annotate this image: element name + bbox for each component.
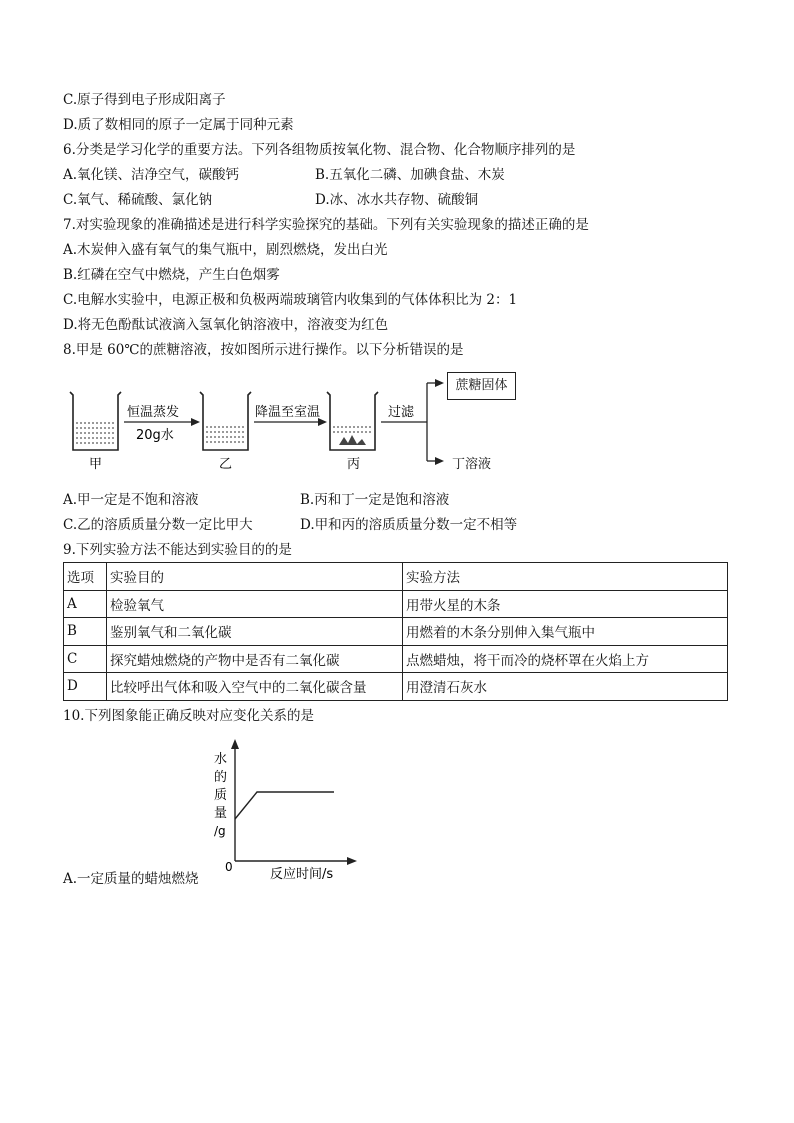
table-cell: 检验氧气: [107, 590, 403, 618]
table-cell: A: [64, 590, 107, 618]
question-9: 9.下列实验方法不能达到实验目的的是: [63, 542, 292, 558]
beaker-yi-label: 乙: [219, 457, 233, 472]
table-row: [64, 673, 728, 701]
table-header-row: [64, 563, 728, 591]
q7-option-b: B.红磷在空气中燃烧，产生白色烟雾: [63, 267, 280, 283]
y-label-char: /g: [214, 824, 226, 838]
q8-option-d: D.甲和丙的溶质质量分数一定不相等: [300, 517, 518, 533]
step1-bottom-label: 20g水: [136, 428, 174, 443]
y-label-char: 质: [214, 788, 228, 803]
q8-option-c: C.乙的溶质质量分数一定比甲大: [63, 517, 253, 533]
header-cell: 实验目的: [107, 563, 403, 591]
q6-option-a: A.氧化镁、洁净空气，碳酸钙: [63, 167, 240, 183]
table-cell: C: [64, 645, 107, 673]
table-cell: 比较呼出气体和吸入空气中的二氧化碳含量: [107, 673, 403, 701]
q6-option-c: C.氧气、稀硫酸、氯化钠: [63, 192, 213, 208]
x-axis-label: 反应时间/s: [270, 867, 334, 882]
series-line: [235, 792, 334, 819]
question-8: 8.甲是 60℃的蔗糖溶液，按如图所示进行操作。以下分析错误的是: [63, 342, 464, 358]
step2-label: 降温至室温: [255, 405, 321, 420]
solid-product-box: 蔗糖固体: [447, 372, 516, 400]
beaker-bing-label: 丙: [347, 457, 361, 472]
table-cell: 点燃蜡烛，将干而冷的烧杯罩在火焰上方: [403, 645, 728, 673]
table-row: [64, 645, 728, 673]
q6-option-d: D.冰、冰水共存物、硫酸铜: [315, 192, 479, 208]
option-d-line: D.质了数相同的原子一定属于同种元素: [63, 117, 294, 133]
q10-option-a: A.一定质量的蜡烛燃烧: [63, 871, 199, 887]
table-cell: 用澄清石灰水: [403, 673, 728, 701]
y-label-char: 量: [214, 806, 228, 821]
step3-label: 过滤: [388, 405, 415, 420]
question-7: 7.对实验现象的准确描述是进行科学实验探究的基础。下列有关实验现象的描述正确的是: [63, 217, 589, 233]
table-cell: B: [64, 618, 107, 646]
header-cell: 实验方法: [403, 563, 728, 591]
beaker-jia-label: 甲: [89, 457, 103, 472]
question-6: 6.分类是学习化学的重要方法。下列各组物质按氧化物、混合物、化合物顺序排列的是: [63, 142, 576, 158]
beaker-jia: [70, 392, 121, 450]
table-cell: 用燃着的木条分别伸入集气瓶中: [403, 618, 728, 646]
option-c-line: C.原子得到电子形成阳离子: [63, 92, 226, 108]
question-10: 10.下列图象能正确反映对应变化关系的是: [63, 708, 314, 724]
table-cell: D: [64, 673, 107, 701]
y-label-char: 水: [214, 752, 228, 767]
table-cell: 鉴别氧气和二氧化碳: [107, 618, 403, 646]
y-label-char: 的: [214, 770, 228, 785]
header-cell: 选项: [64, 563, 107, 591]
table-row: [64, 590, 728, 618]
table-cell: 探究蜡烛燃烧的产物中是否有二氧化碳: [107, 645, 403, 673]
beaker-yi: [200, 392, 251, 450]
origin-label: 0: [225, 860, 233, 874]
q7-option-a: A.木炭伸入盛有氧气的集气瓶中，剧烈燃烧，发出白光: [63, 242, 388, 258]
crystals: [339, 435, 366, 445]
q8-option-b: B.丙和丁一定是饱和溶液: [300, 492, 450, 508]
q10-graph: [205, 737, 365, 887]
q7-option-d: D.将无色酚酞试液滴入氢氧化钠溶液中，溶液变为红色: [63, 317, 389, 333]
q8-option-a: A.甲一定是不饱和溶液: [63, 492, 199, 508]
step1-top-label: 恒温蒸发: [127, 405, 180, 420]
liquid-product-label: 丁溶液: [452, 457, 492, 472]
table-row: [64, 618, 728, 646]
q7-option-c: C.电解水实验中，电源正极和负极两端玻璃管内收集到的气体体积比为 2：1: [63, 292, 518, 308]
q6-option-b: B.五氧化二磷、加碘食盐、木炭: [315, 167, 505, 183]
q9-table: [63, 562, 728, 701]
table-cell: 用带火星的木条: [403, 590, 728, 618]
